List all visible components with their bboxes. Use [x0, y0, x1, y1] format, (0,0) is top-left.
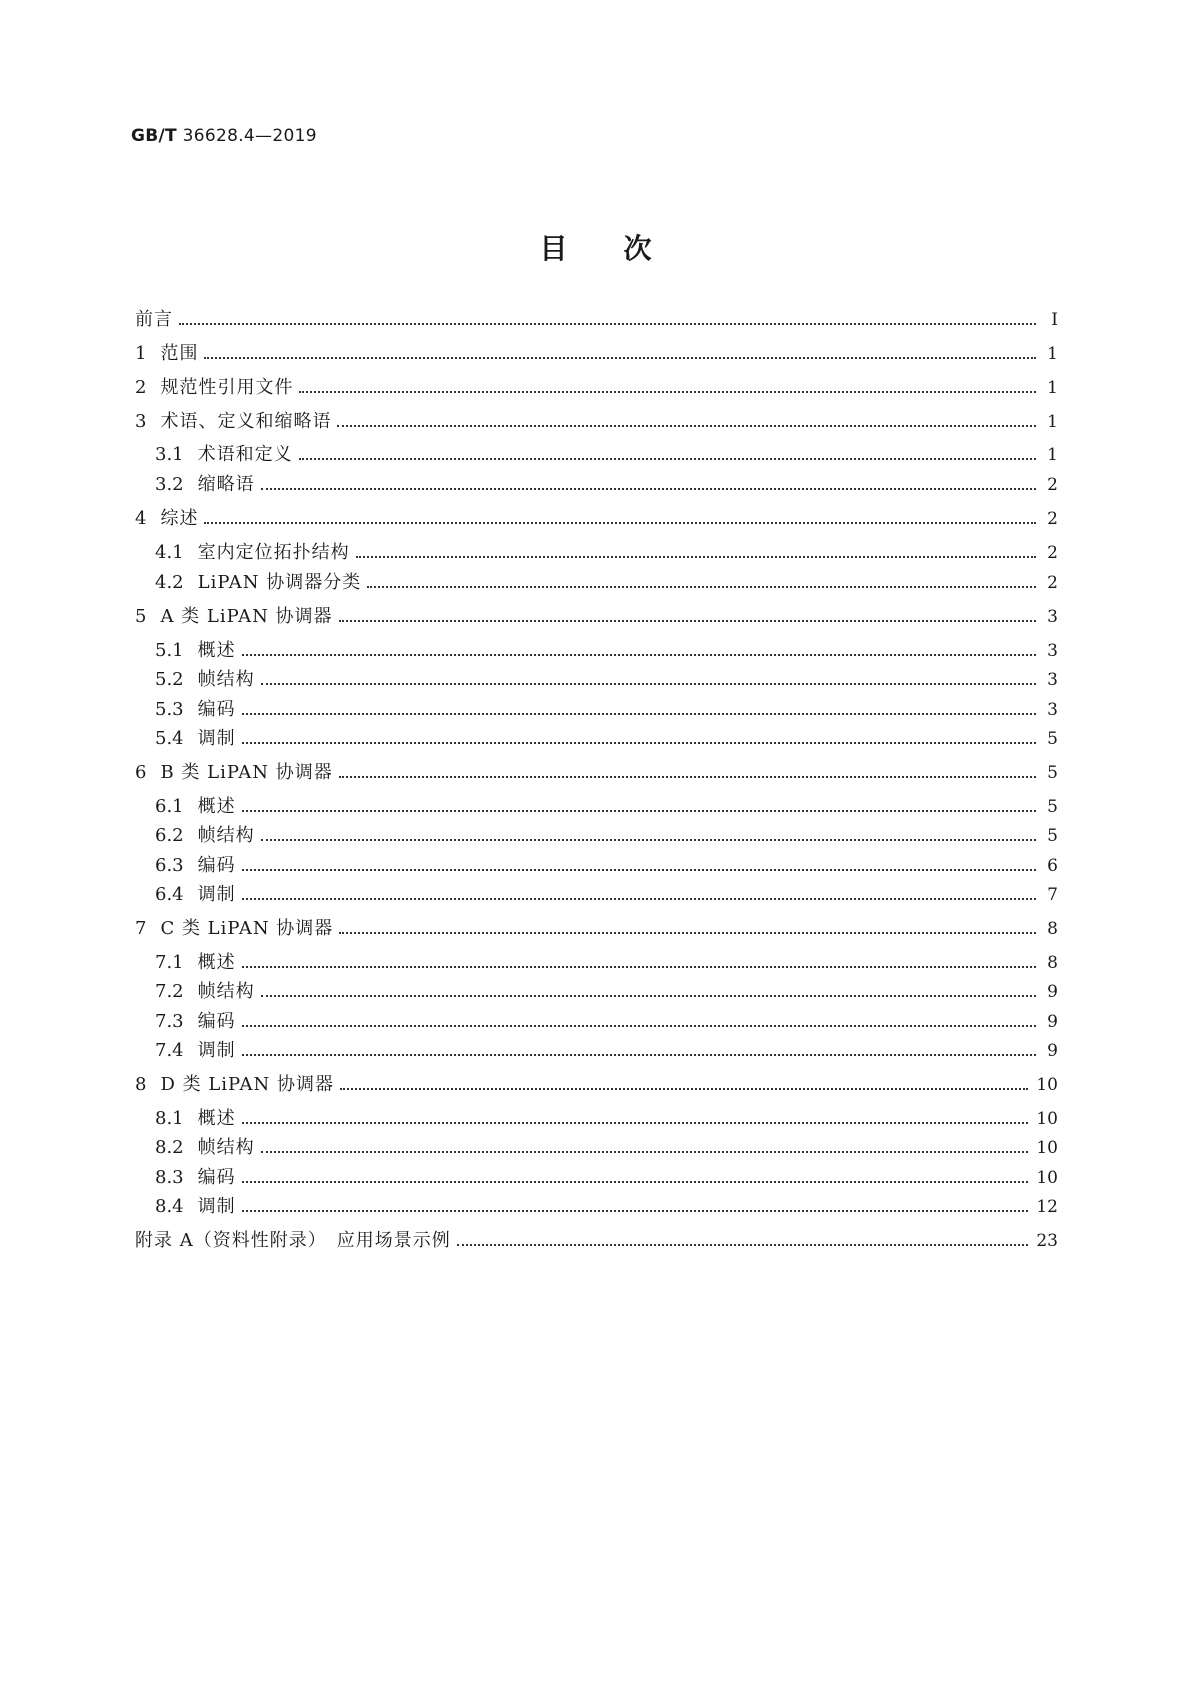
- toc-entry-label: 缩略语: [197, 474, 255, 495]
- toc-entry[interactable]: [135, 468, 1058, 496]
- toc-entry[interactable]: [135, 600, 1058, 628]
- dot-leader: [242, 1054, 1036, 1056]
- toc-entry-page-number: 9: [1047, 1041, 1058, 1061]
- toc-entry-number: 8.3: [155, 1167, 184, 1188]
- toc-entry-page-number: 1: [1047, 378, 1058, 398]
- toc-entry[interactable]: [135, 502, 1058, 530]
- toc-entry-number: 3.1: [155, 444, 184, 465]
- toc-entry[interactable]: [135, 756, 1058, 784]
- toc-entry[interactable]: [135, 975, 1058, 1003]
- dot-leader: [339, 932, 1036, 934]
- toc-entry-page-number: 10: [1036, 1075, 1058, 1095]
- toc-entry-page-number: 3: [1047, 700, 1058, 720]
- toc-entry-number: 5.4: [155, 728, 184, 749]
- toc-entry-number: 4: [135, 508, 147, 529]
- toc-entry-number: 6.3: [155, 855, 184, 876]
- toc-entry-label: 术语、定义和缩略语: [160, 411, 332, 432]
- dot-leader: [242, 1210, 1029, 1212]
- dot-leader: [261, 995, 1036, 997]
- toc-entry-number: 7.3: [155, 1011, 184, 1032]
- dot-leader: [340, 1088, 1028, 1090]
- toc-entry[interactable]: [135, 1068, 1058, 1096]
- toc-entry-label: A 类 LiPAN 协调器: [160, 606, 333, 627]
- toc-entry-page-number: 5: [1047, 763, 1058, 783]
- toc-entry-page-number: 8: [1047, 919, 1058, 939]
- toc-entry-label: 编码: [197, 1011, 236, 1032]
- toc-entry-label: 附录 A（资料性附录） 应用场景示例: [135, 1230, 451, 1251]
- toc-entry-number: 5.3: [155, 699, 184, 720]
- toc-entry-page-number: 2: [1047, 475, 1058, 495]
- dot-leader: [179, 323, 1036, 325]
- dot-leader: [242, 810, 1036, 812]
- toc-entry-label: 规范性引用文件: [160, 377, 294, 398]
- toc-entry-page-number: 5: [1047, 797, 1058, 817]
- dot-leader: [242, 1181, 1029, 1183]
- toc-entry-number: 4.2: [155, 572, 184, 593]
- dot-leader: [242, 869, 1036, 871]
- toc-entry[interactable]: [135, 722, 1058, 750]
- toc-entry[interactable]: [135, 1034, 1058, 1062]
- toc-entry-page-number: 3: [1047, 670, 1058, 690]
- toc-entry[interactable]: [135, 1131, 1058, 1159]
- dot-leader: [242, 1122, 1029, 1124]
- toc-entry-label: 概述: [197, 952, 236, 973]
- toc-entry-label: 调制: [197, 884, 236, 905]
- toc-entry-label: 术语和定义: [197, 444, 293, 465]
- toc-entry[interactable]: [135, 1190, 1058, 1218]
- dot-leader: [242, 1025, 1036, 1027]
- toc-entry-page-number: 2: [1047, 509, 1058, 529]
- toc-entry-label: 综述: [160, 508, 199, 529]
- page-title: 目次: [539, 232, 708, 265]
- dot-leader: [299, 458, 1036, 460]
- toc-entry-page-number: 3: [1047, 641, 1058, 661]
- toc-entry-label: 帧结构: [197, 669, 255, 690]
- dot-leader: [261, 488, 1036, 490]
- toc-entry-label: 编码: [197, 699, 236, 720]
- toc-entry-label: 编码: [197, 855, 236, 876]
- dot-leader: [339, 620, 1036, 622]
- toc-entry-number: 6.4: [155, 884, 184, 905]
- dot-leader: [204, 522, 1036, 524]
- toc-entry-label: 概述: [197, 640, 236, 661]
- toc-entry-number: 5.1: [155, 640, 184, 661]
- toc-entry-page-number: 10: [1036, 1109, 1058, 1129]
- toc-entry[interactable]: [135, 438, 1058, 466]
- toc-entry-label: 概述: [197, 796, 236, 817]
- toc-entry-label: 概述: [197, 1108, 236, 1129]
- toc-entry-page-number: 8: [1047, 953, 1058, 973]
- dot-leader: [261, 1151, 1029, 1153]
- toc-entry[interactable]: [135, 849, 1058, 877]
- toc-entry[interactable]: [135, 946, 1058, 974]
- toc-entry-label: 调制: [197, 1196, 236, 1217]
- toc-entry-label: B 类 LiPAN 协调器: [160, 762, 333, 783]
- dot-leader: [242, 898, 1036, 900]
- toc-entry-number: 3.2: [155, 474, 184, 495]
- toc-entry-label: 调制: [197, 1040, 236, 1061]
- toc-entry-label: C 类 LiPAN 协调器: [160, 918, 334, 939]
- toc-entry-page-number: 2: [1047, 573, 1058, 593]
- dot-leader: [242, 966, 1036, 968]
- toc-entry-page-number: 1: [1047, 445, 1058, 465]
- dot-leader: [204, 357, 1036, 359]
- toc-entry-page-number: 5: [1047, 826, 1058, 846]
- dot-leader: [367, 586, 1036, 588]
- toc-entry-number: 6.1: [155, 796, 184, 817]
- toc-entry[interactable]: [135, 1005, 1058, 1033]
- toc-entry-page-number: 3: [1047, 607, 1058, 627]
- toc-entry-page-number: 7: [1047, 885, 1058, 905]
- toc-entry-page-number: 10: [1036, 1138, 1058, 1158]
- toc-entry-number: 8.2: [155, 1137, 184, 1158]
- toc-entry-number: 7: [135, 918, 147, 939]
- toc-entry-label: D 类 LiPAN 协调器: [160, 1074, 334, 1095]
- toc-entry-label: 室内定位拓扑结构: [197, 542, 350, 563]
- toc-entry-number: 8: [135, 1074, 147, 1095]
- toc-entry-page-number: 10: [1036, 1168, 1058, 1188]
- toc-entry[interactable]: [135, 303, 1058, 331]
- toc-entry-label: 前言: [135, 309, 173, 330]
- toc-entry[interactable]: [135, 819, 1058, 847]
- dot-leader: [242, 713, 1036, 715]
- toc-entry-label: 范围: [160, 343, 199, 364]
- toc-entry[interactable]: [135, 1102, 1058, 1130]
- dot-leader: [337, 425, 1036, 427]
- toc-entry-page-number: 5: [1047, 729, 1058, 749]
- toc-entry-number: 3: [135, 411, 147, 432]
- dot-leader: [457, 1244, 1029, 1246]
- dot-leader: [261, 683, 1036, 685]
- toc-entry-number: 7.4: [155, 1040, 184, 1061]
- toc-entry-page-number: 12: [1036, 1197, 1058, 1217]
- dot-leader: [299, 391, 1036, 393]
- dot-leader: [339, 776, 1036, 778]
- toc-entry[interactable]: [135, 912, 1058, 940]
- toc-entry[interactable]: [135, 566, 1058, 594]
- toc-entry-number: 1: [135, 343, 147, 364]
- toc-entry-label: 帧结构: [197, 825, 255, 846]
- toc-entry[interactable]: [135, 1161, 1058, 1189]
- toc-entry-page-number: 9: [1047, 982, 1058, 1002]
- toc-entry[interactable]: [135, 634, 1058, 662]
- toc-entry-number: 6: [135, 762, 147, 783]
- toc-entry-label: 帧结构: [197, 981, 255, 1002]
- toc-entry-number: 8.4: [155, 1196, 184, 1217]
- toc-entry[interactable]: [135, 371, 1058, 399]
- standard-code: GB/T: [131, 126, 177, 146]
- toc-entry-label: 帧结构: [197, 1137, 255, 1158]
- toc-entry[interactable]: [135, 1224, 1058, 1252]
- toc-entry-page-number: 23: [1036, 1231, 1058, 1251]
- toc-entry-number: 7.2: [155, 981, 184, 1002]
- dot-leader: [242, 654, 1036, 656]
- toc-entry[interactable]: [135, 663, 1058, 691]
- dot-leader: [356, 556, 1036, 558]
- toc-entry[interactable]: [135, 337, 1058, 365]
- dot-leader: [261, 839, 1036, 841]
- toc-entry[interactable]: [135, 693, 1058, 721]
- toc-entry[interactable]: [135, 790, 1058, 818]
- toc-entry-number: 5.2: [155, 669, 184, 690]
- toc-entry-number: 7.1: [155, 952, 184, 973]
- dot-leader: [242, 742, 1036, 744]
- standard-number: 36628.4—2019: [182, 126, 317, 146]
- document-header: [131, 126, 317, 146]
- toc-entry-label: LiPAN 协调器分类: [197, 572, 362, 593]
- toc-entry-label: 编码: [197, 1167, 236, 1188]
- toc-entry-number: 6.2: [155, 825, 184, 846]
- toc-entry-number: 2: [135, 377, 147, 398]
- toc-entry[interactable]: [135, 405, 1058, 433]
- toc-entry-label: 调制: [197, 728, 236, 749]
- toc-entry-number: 4.1: [155, 542, 184, 563]
- toc-entry-number: 8.1: [155, 1108, 184, 1129]
- toc-entry-page-number: Ⅰ: [1051, 310, 1058, 330]
- toc-entry-page-number: 2: [1047, 543, 1058, 563]
- toc-entry-page-number: 1: [1047, 344, 1058, 364]
- toc-entry[interactable]: [135, 878, 1058, 906]
- toc-entry[interactable]: [135, 536, 1058, 564]
- toc-entry-page-number: 1: [1047, 412, 1058, 432]
- toc-entry-page-number: 6: [1047, 856, 1058, 876]
- toc-entry-number: 5: [135, 606, 147, 627]
- toc-entry-page-number: 9: [1047, 1012, 1058, 1032]
